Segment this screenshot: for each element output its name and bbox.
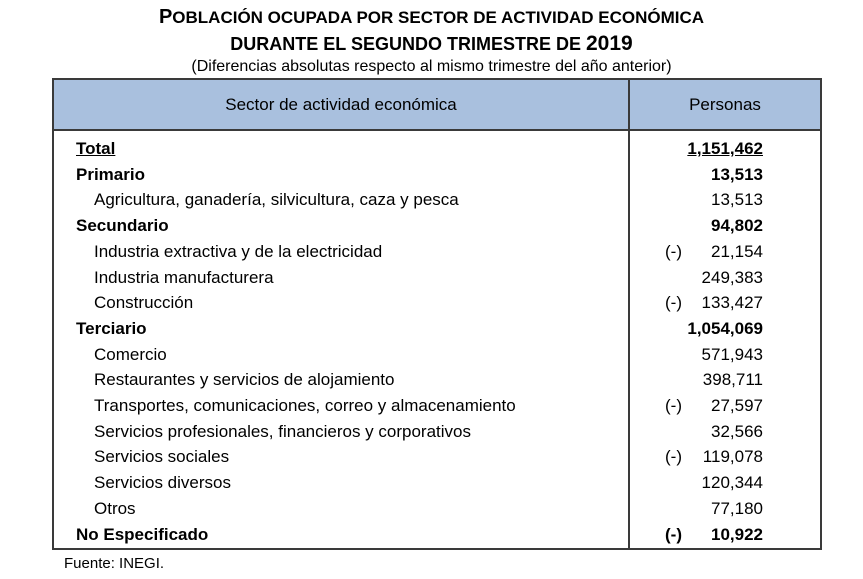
row-label: Total — [76, 139, 116, 158]
row-value: 571,943 — [701, 344, 763, 364]
header-sector: Sector de actividad económica — [225, 95, 457, 114]
row-value: 10,922 — [711, 524, 763, 544]
row-label: Terciario — [76, 318, 147, 338]
table-row — [54, 419, 820, 445]
row-value: 133,427 — [701, 293, 763, 313]
row-label: Agricultura, ganadería, silvicultura, caza y pesca — [94, 190, 459, 210]
row-value: 1,151,462 — [687, 139, 763, 158]
table-row — [54, 367, 820, 393]
row-label: Industria extractiva y de la electricidad — [94, 241, 383, 261]
row-label: Comercio — [94, 344, 167, 364]
table-row — [54, 444, 820, 470]
row-label: Primario — [76, 164, 145, 184]
row-value: 77,180 — [711, 498, 763, 518]
row-value: 27,597 — [711, 396, 763, 415]
table-row — [54, 290, 820, 316]
table-row — [54, 316, 820, 342]
row-label: Transportes, comunicaciones, correo y almacenamiento — [94, 396, 516, 415]
row-label: Otros — [94, 498, 136, 518]
row-label: Industria manufacturera — [94, 267, 274, 287]
row-value: 94,802 — [711, 216, 763, 236]
title-line-2-text: DURANTE EL SEGUNDO TRIMESTRE DE — [230, 34, 581, 54]
row-value: 13,513 — [711, 190, 763, 210]
source-note: Fuente: INEGI. — [64, 555, 165, 572]
header-personas: Personas — [689, 95, 761, 114]
row-value: 120,344 — [701, 473, 763, 493]
table-row — [54, 342, 820, 368]
subtitle: (Diferencias absolutas respecto al mismo trimestre del año anterior) — [191, 58, 672, 75]
row-value: 13,513 — [711, 164, 763, 184]
title-rest: OBLACIÓN OCUPADA POR SECTOR DE ACTIVIDAD ECONÓMICA — [172, 8, 705, 27]
table-row — [54, 265, 820, 291]
row-value: 119,078 — [702, 447, 763, 467]
title-line-2 — [0, 32, 863, 56]
table-row — [54, 136, 820, 162]
row-value: 32,566 — [711, 421, 763, 441]
row-label: Servicios diversos — [94, 473, 231, 493]
row-value: 1,054,069 — [687, 318, 763, 338]
title-line-1 — [0, 6, 863, 29]
table-row — [54, 213, 820, 239]
row-value: 249,383 — [701, 267, 763, 287]
negative-marker: (-) — [665, 524, 682, 544]
table-row — [54, 470, 820, 496]
table-row — [54, 162, 820, 188]
table-row — [54, 496, 820, 522]
title-initial: P — [158, 6, 173, 28]
table-row — [54, 393, 820, 419]
row-label: Servicios profesionales, financieros y corporativos — [94, 421, 472, 441]
table-row — [54, 239, 820, 265]
row-value: 398,711 — [702, 370, 763, 390]
row-label: Construcción — [94, 293, 194, 313]
negative-marker: (-) — [665, 241, 682, 261]
row-label: Servicios sociales — [94, 447, 230, 467]
negative-marker: (-) — [665, 447, 682, 467]
row-value: 21,154 — [711, 241, 763, 261]
title-year: 2019 — [586, 32, 633, 55]
table-row — [54, 522, 820, 548]
table-row — [54, 187, 820, 213]
negative-marker: (-) — [665, 396, 682, 415]
data-table — [52, 78, 822, 550]
row-label: No Especificado — [76, 524, 209, 544]
negative-marker: (-) — [665, 293, 682, 313]
row-label: Secundario — [76, 216, 169, 236]
row-label: Restaurantes y servicios de alojamiento — [94, 370, 395, 390]
